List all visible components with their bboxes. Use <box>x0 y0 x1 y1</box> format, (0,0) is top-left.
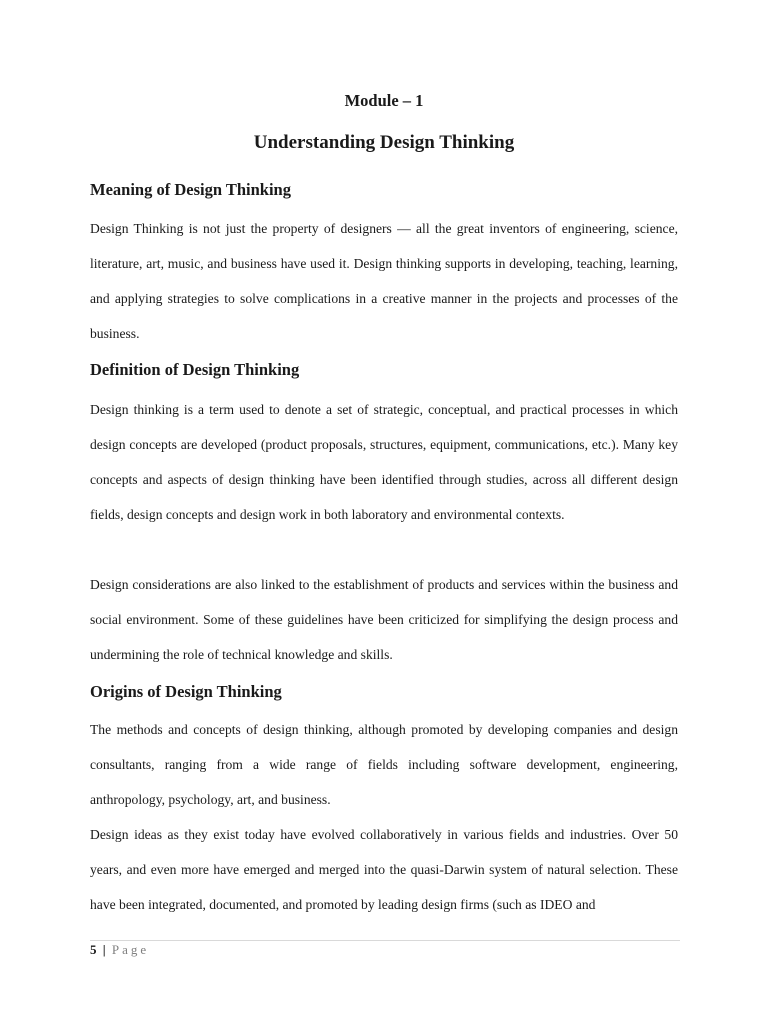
section-heading-definition: Definition of Design Thinking <box>90 360 300 379</box>
page-title: Understanding Design Thinking <box>253 132 515 153</box>
module-title: Module – 1 <box>344 91 424 110</box>
page-footer <box>90 942 149 958</box>
page-number: 5 <box>90 942 97 957</box>
footer-separator: | <box>102 942 106 957</box>
page-label: Page <box>111 942 150 957</box>
paragraph-origins-1: The methods and concepts of design thinking, although promoted by developing companies and design consultants, ranging from a wide range of fields including software development, engineering, anthropology, psychology, art, and business. <box>90 722 678 808</box>
paragraph-definition-1: Design thinking is a term used to denote a set of strategic, conceptual, and practical processes in which design concepts are developed (product proposals, structures, equipment, communications, etc.). Many key concepts and aspects of design thinking have been identified through studies, across all different design fields, design concepts and design work in both laboratory and environmental contexts. <box>90 402 678 523</box>
section-heading-origins: Origins of Design Thinking <box>90 682 282 701</box>
section-heading-meaning: Meaning of Design Thinking <box>90 180 291 199</box>
paragraph-meaning: Design Thinking is not just the property of designers — all the great inventors of engineering, science, literature, art, music, and business have used it. Design thinking supports in developing, teaching, learning, and applying strategies to solve complications in a creative manner in the projects and processes of the business. <box>90 221 678 342</box>
paragraph-origins-2: Design ideas as they exist today have evolved collaboratively in various fields and industries. Over 50 years, and even more have emerged and merged into the quasi-Darwin system of natural selection. These have been integrated, documented, and promoted by leading design firms (such as IDEO and <box>90 827 678 913</box>
paragraph-definition-2: Design considerations are also linked to the establishment of products and services within the business and social environment. Some of these guidelines have been criticized for simplifying the design process and undermining the role of technical knowledge and skills. <box>90 577 678 663</box>
footer-divider <box>90 940 680 941</box>
